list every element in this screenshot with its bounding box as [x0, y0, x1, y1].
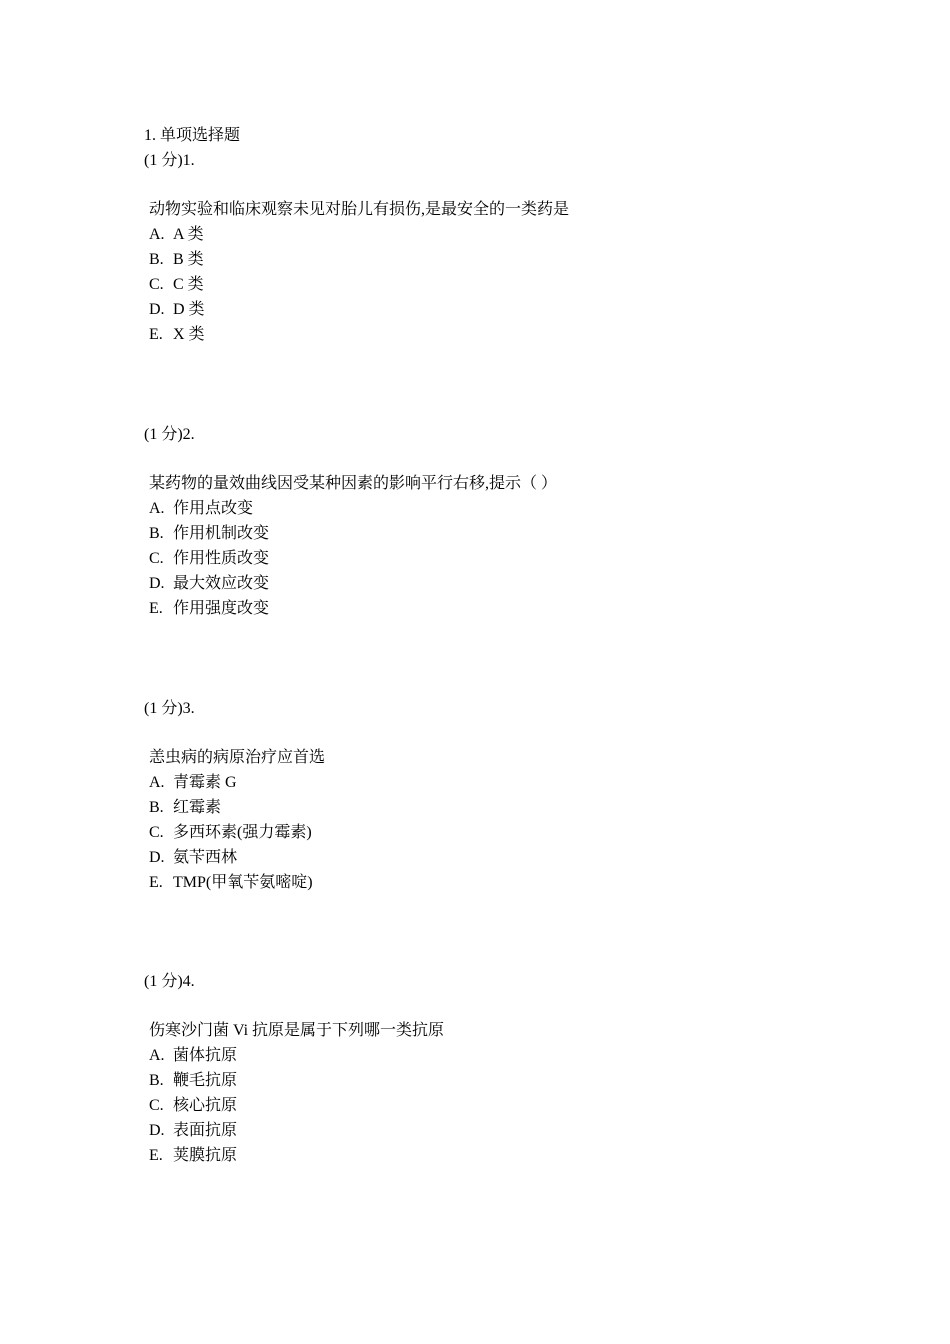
- question-score: (1 分)4.: [144, 973, 195, 990]
- option-b: [144, 1069, 844, 1094]
- option-text: 核心抗原: [173, 1097, 238, 1114]
- question-3: [144, 697, 844, 896]
- option-letter: A.: [149, 226, 165, 243]
- option-letter: B.: [149, 251, 164, 268]
- option-text: 表面抗原: [173, 1122, 238, 1139]
- option-letter: A.: [149, 500, 165, 517]
- question-stem: 动物实验和临床观察未见对胎儿有损伤,是最安全的一类药是: [149, 201, 570, 218]
- option-text: 菌体抗原: [173, 1047, 238, 1064]
- option-letter: D.: [149, 1122, 165, 1139]
- option-letter: A.: [149, 774, 165, 791]
- option-letter: B.: [149, 1072, 164, 1089]
- option-letter: E.: [149, 1147, 163, 1164]
- option-text: C 类: [173, 276, 204, 293]
- option-a: [144, 497, 844, 522]
- option-text: A 类: [173, 226, 204, 243]
- option-b: [144, 522, 844, 547]
- option-letter: C.: [149, 276, 164, 293]
- question-score: (1 分)2.: [144, 426, 195, 443]
- option-d: [144, 1119, 844, 1144]
- question-score: (1 分)3.: [144, 700, 195, 717]
- option-letter: E.: [149, 874, 163, 891]
- option-text: TMP(甲氧苄氨嘧啶): [173, 874, 313, 891]
- option-letter: C.: [149, 1097, 164, 1114]
- option-a: [144, 1044, 844, 1069]
- question-stem: 某药物的量效曲线因受某种因素的影响平行右移,提示（ ）: [149, 475, 558, 492]
- option-letter: E.: [149, 326, 163, 343]
- option-b: [144, 248, 844, 273]
- option-text: 多西环素(强力霉素): [173, 824, 312, 841]
- option-c: [144, 547, 844, 572]
- option-letter: B.: [149, 525, 164, 542]
- option-text: D 类: [173, 301, 205, 318]
- option-d: [144, 572, 844, 597]
- option-c: [144, 1094, 844, 1119]
- question-score: (1 分)1.: [144, 152, 195, 169]
- option-e: [144, 323, 844, 348]
- option-e: [144, 871, 844, 896]
- option-c: [144, 821, 844, 846]
- option-text: 作用机制改变: [173, 525, 270, 542]
- question-stem: 恙虫病的病原治疗应首选: [149, 749, 326, 766]
- option-text: 作用性质改变: [173, 550, 270, 567]
- option-letter: D.: [149, 849, 165, 866]
- option-text: 作用强度改变: [173, 600, 270, 617]
- option-text: 氨苄西林: [173, 849, 238, 866]
- option-text: 荚膜抗原: [173, 1147, 238, 1164]
- section-title: 1. 单项选择题: [144, 127, 241, 144]
- option-text: 鞭毛抗原: [173, 1072, 238, 1089]
- question-stem: 伤寒沙门菌 Vi 抗原是属于下列哪一类抗原: [149, 1022, 445, 1039]
- option-e: [144, 597, 844, 622]
- option-e: [144, 1144, 844, 1169]
- option-d: [144, 846, 844, 871]
- option-text: 作用点改变: [173, 500, 254, 517]
- option-letter: A.: [149, 1047, 165, 1064]
- question-4: [144, 970, 844, 1169]
- option-text: 红霉素: [173, 799, 222, 816]
- option-d: [144, 298, 844, 323]
- option-letter: D.: [149, 301, 165, 318]
- option-letter: C.: [149, 824, 164, 841]
- option-letter: E.: [149, 600, 163, 617]
- option-letter: B.: [149, 799, 164, 816]
- option-c: [144, 273, 844, 298]
- option-letter: C.: [149, 550, 164, 567]
- question-1: [144, 149, 844, 348]
- option-a: [144, 771, 844, 796]
- option-b: [144, 796, 844, 821]
- option-text: X 类: [173, 326, 205, 343]
- option-letter: D.: [149, 575, 165, 592]
- option-text: B 类: [173, 251, 204, 268]
- option-text: 最大效应改变: [173, 575, 270, 592]
- question-2: [144, 423, 844, 622]
- option-text: 青霉素 G: [173, 774, 237, 791]
- option-a: [144, 223, 844, 248]
